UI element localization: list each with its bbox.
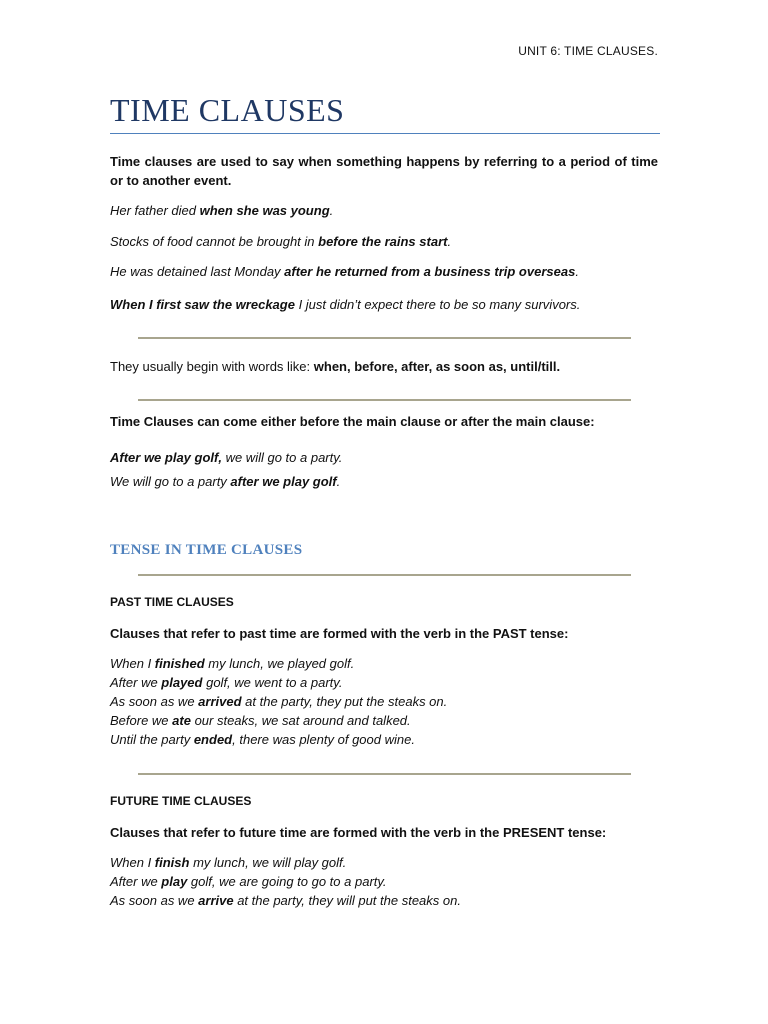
tense-heading: TENSE IN TIME CLAUSES xyxy=(110,542,303,558)
intro-example-3: He was detained last Monday after he returned from a business trip overseas. xyxy=(110,264,579,279)
unit-header: UNIT 6: TIME CLAUSES. xyxy=(518,44,658,58)
section-divider xyxy=(138,399,631,401)
past-example: Until the party ended, there was plenty of good wine. xyxy=(110,732,415,747)
future-rule: Clauses that refer to future time are formed with the verb in the PRESENT tense: xyxy=(110,825,607,840)
position-example-2: We will go to a party after we play golf. xyxy=(110,474,341,489)
future-example: When I finish my lunch, we will play golf. xyxy=(110,855,347,870)
past-example: Before we ate our steaks, we sat around and talked. xyxy=(110,713,411,728)
past-example: As soon as we arrived at the party, they put the steaks on. xyxy=(110,694,448,709)
intro-example-4: When I first saw the wreckage I just didn’t expect there to be so many survivors. xyxy=(110,297,581,312)
intro-paragraph: Time clauses are used to say when something happens by referring to a period of time or to another event. xyxy=(110,154,658,188)
section-divider xyxy=(138,773,631,775)
page-title: TIME CLAUSES xyxy=(110,92,345,128)
future-example: As soon as we arrive at the party, they will put the steaks on. xyxy=(110,893,461,908)
position-example-1: After we play golf, we will go to a party. xyxy=(110,450,343,465)
future-examples xyxy=(110,853,670,910)
section-divider xyxy=(138,574,631,576)
title-underline xyxy=(110,133,660,134)
past-label: PAST TIME CLAUSES xyxy=(110,595,234,609)
future-label: FUTURE TIME CLAUSES xyxy=(110,794,252,808)
intro-example-1: Her father died when she was young. xyxy=(110,203,334,218)
section-divider xyxy=(138,337,631,339)
past-rule: Clauses that refer to past time are formed with the verb in the PAST tense: xyxy=(110,626,569,641)
past-example: When I finished my lunch, we played golf. xyxy=(110,656,355,671)
intro-example-2: Stocks of food cannot be brought in before the rains start. xyxy=(110,234,452,249)
past-example: After we played golf, we went to a party. xyxy=(110,675,343,690)
future-example: After we play golf, we are going to go to a party. xyxy=(110,874,387,889)
position-rule: Time Clauses can come either before the main clause or after the main clause: xyxy=(110,414,595,429)
past-examples xyxy=(110,654,670,749)
begin-words-line: They usually begin with words like: when, before, after, as soon as, until/till. xyxy=(110,359,561,374)
